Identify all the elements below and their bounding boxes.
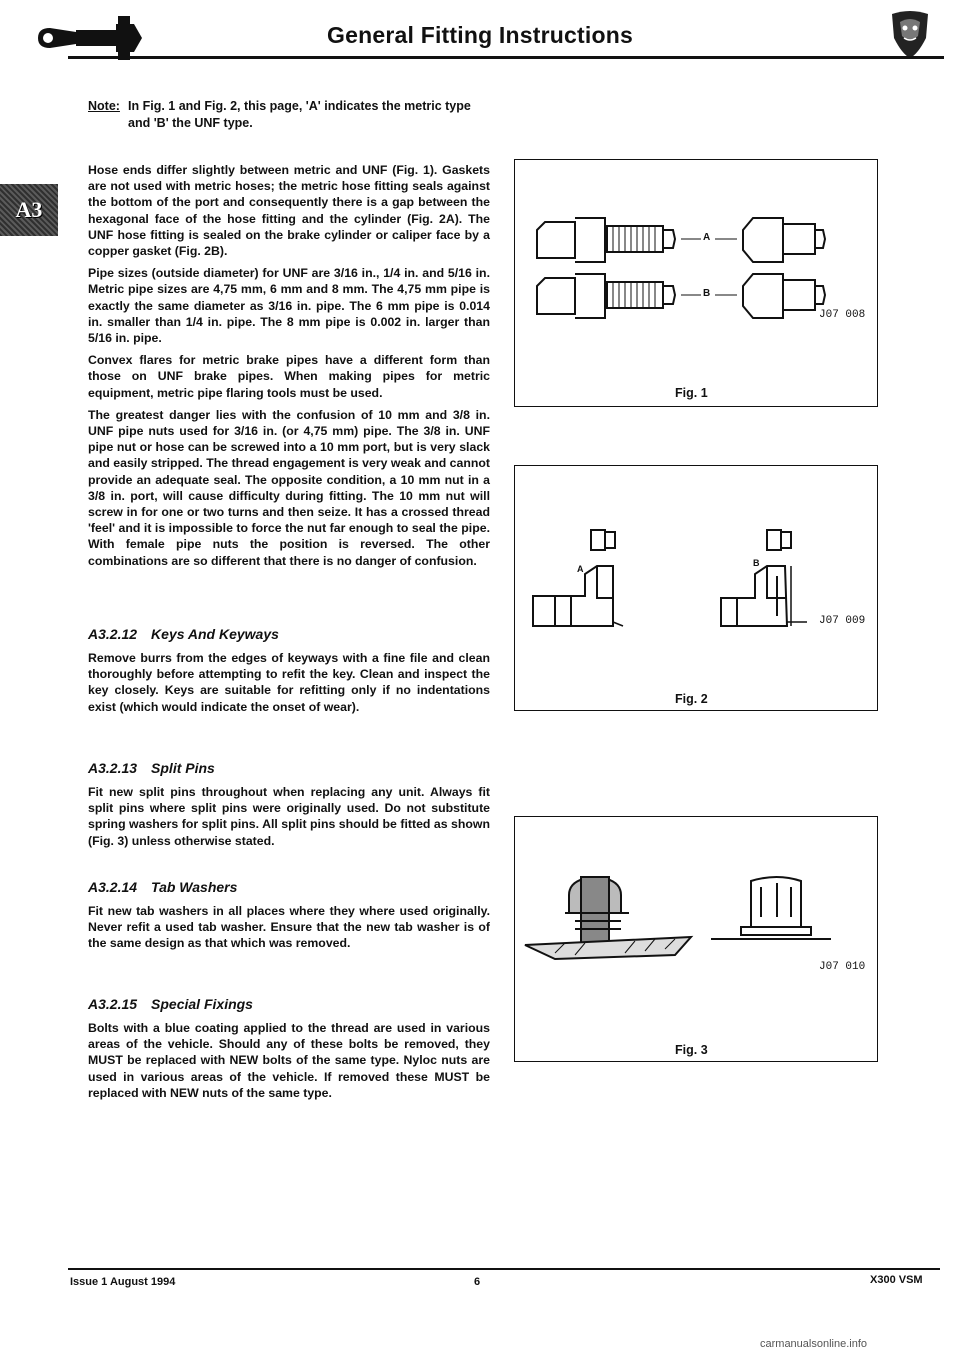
section-text: Fit new tab washers in all places where they where used originally. Never refit a used tab washer. Ensure that the new tab washer is of the same design as that which was removed.: [88, 904, 490, 951]
note: [88, 98, 488, 132]
issue-date: Issue 1 August 1994: [70, 1276, 176, 1288]
watermark: carmanualsonline.info: [760, 1338, 868, 1350]
label-a: A: [703, 232, 711, 243]
section-heading: A3.2.14 Tab Washers: [88, 879, 238, 895]
figure-2: [514, 465, 878, 711]
brake-fitting-illustration: [515, 466, 877, 710]
footer-rule: [68, 1268, 940, 1270]
hose-end-illustration: [515, 160, 877, 406]
figure-ref: J07 009: [819, 615, 866, 627]
label-b: B: [703, 288, 711, 299]
page-title: General Fitting Instructions: [327, 22, 633, 48]
figure-ref: J07 008: [819, 309, 866, 321]
header-rule: [68, 56, 944, 59]
split-pin-illustration: [515, 817, 877, 1061]
section-heading: A3.2.15 Special Fixings: [88, 996, 253, 1012]
paragraph: Pipe sizes (outside diameter) for UNF are 3/16 in., 1/4 in. and 5/16 in. Metric pipe sizes are 4,75 mm, 6 mm and 8 mm. The 4,75 mm pipe is exactly the same diameter as 3/16 in. pipe. The 6 mm pipe is 0.014 in. smaller than 1/4 in. pipe. The 8 mm pipe is 0.002 in. larger than 5/16 in. pipe.: [88, 266, 490, 346]
section-tab-a3: A3: [0, 184, 58, 236]
section-text: Remove burrs from the edges of keyways with a fine file and clean thoroughly before attempting to refit the key. Clean and inspect the key closely. Keys are suitable for refitting only if no indentations exist (which would indicate the onset of wear).: [88, 651, 490, 714]
section-text: Bolts with a blue coating applied to the thread are used in various areas of the vehicle. Should any of these bolts be removed, they MUST be replaced with NEW bolts of the same type. Nyloc nuts are used in various areas of the vehicle. If removed these MUST be replaced with NEW nuts of the same type.: [88, 1021, 490, 1100]
figure-caption: Fig. 1: [675, 386, 708, 400]
section-heading: A3.2.13 Split Pins: [88, 760, 215, 776]
figure-3: [514, 816, 878, 1062]
label-b: B: [753, 558, 760, 568]
paragraph: Convex flares for metric brake pipes have a different form than those on UNF brake pipes. When making pipes for metric equipment, metric pipe flaring tools must be used.: [88, 353, 490, 400]
figure-1: [514, 159, 878, 407]
section-heading: A3.2.12 Keys And Keyways: [88, 626, 279, 642]
label-a: A: [577, 564, 584, 574]
jaguar-crest-icon: [888, 8, 932, 60]
note-text: In Fig. 1 and Fig. 2, this page, 'A' indicates the metric type and 'B' the UNF type.: [128, 99, 471, 130]
figure-caption: Fig. 2: [675, 692, 708, 706]
figure-caption: Fig. 3: [675, 1043, 708, 1057]
page-number: 6: [474, 1276, 481, 1288]
section-text: Fit new split pins throughout when replacing any unit. Always fit split pins where split pins were originally used. Do not substitute spring washers for split pins. All split pins should be fitted as shown (Fig. 3) unless otherwise stated.: [88, 785, 490, 848]
note-label: Note:: [88, 99, 120, 113]
paragraph: The greatest danger lies with the confusion of 10 mm and 3/8 in. UNF pipe nuts used for 3/16 in. (or 4,75 mm) pipe. The 3/8 in. UNF pipe nut or hose can be screwed into a 10 mm port, but is very slack and easily stripped. The thread engagement is very weak and cannot provide an adequate seal. The opposite condition, a 10 mm nut in a 3/8 in. port, will cause difficulty during fitting. The 10 mm nut will screw in for one or two turns and then seize. It has a crossed thread 'feel' and it is impossible to force the nut far enough to seal the pipe. With female pipe nuts the position is reversed. The other combinations are so different that there is no danger of confusion.: [88, 407, 490, 568]
paragraph: Hose ends differ slightly between metric and UNF (Fig. 1). Gaskets are not used with metric hoses; the metric hose fitting seals against the bottom of the port and consequently there is a gap between the hexagonal face of the hose fitting and the cylinder (Fig. 2A). The UNF hose fitting is sealed on the brake cylinder or caliper face by a copper gasket (Fig. 2B).: [88, 163, 490, 259]
document-code: X300 VSM: [870, 1274, 923, 1286]
figure-ref: J07 010: [819, 961, 866, 973]
intro-text: [88, 162, 490, 575]
